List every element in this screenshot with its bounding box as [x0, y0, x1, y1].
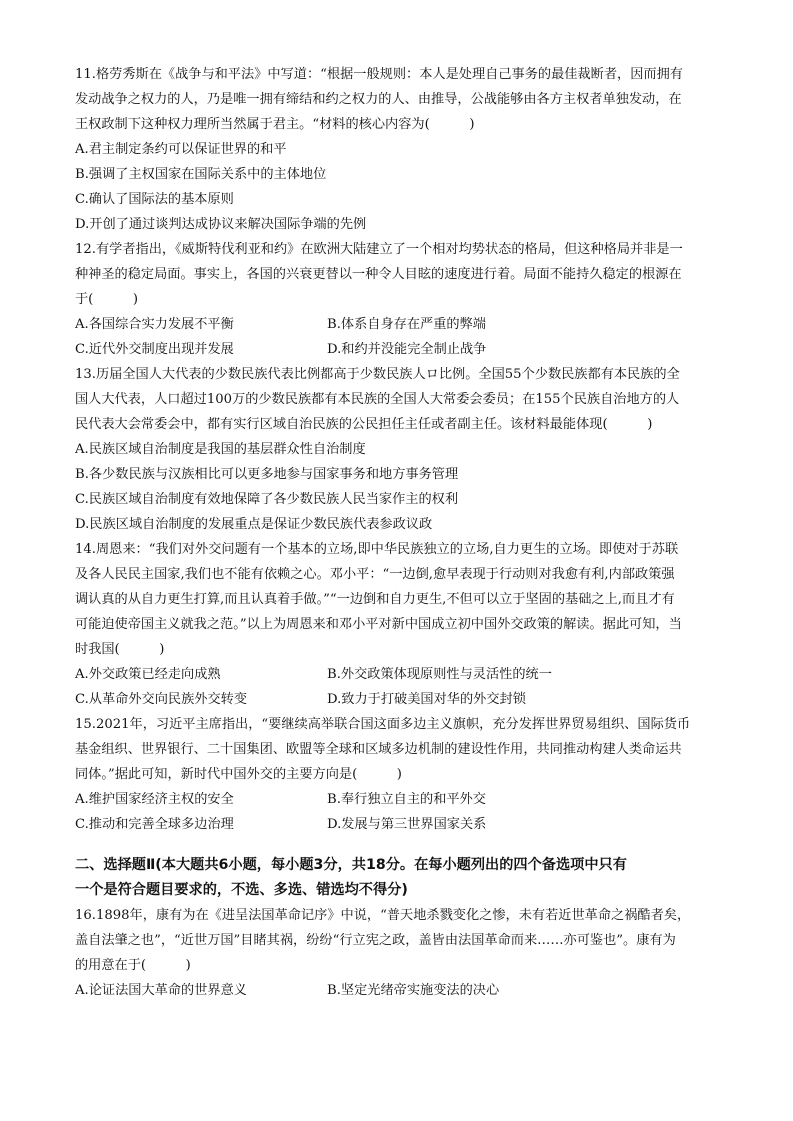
question-text-line: 于( ) [75, 292, 139, 307]
option-c: C.确认了国际法的基本原则 [75, 192, 234, 207]
question-text-line: 同体。”据此可知，新时代中国外交的主要方向是( ) [75, 767, 402, 782]
option-d: D.民族区域自治制度的发展重点是保证少数民族代表参政议政 [75, 517, 433, 532]
question-text-line: 时我国( ) [75, 642, 165, 657]
option-row [75, 812, 727, 837]
option-a: A.民族区域自治制度是我国的基层群众性自治制度 [75, 442, 366, 457]
question-text-line: 王权政制下这种权力理所当然属于君主。“材料的核心内容为( ) [75, 117, 475, 132]
option-b: B.各少数民族与汉族相比可以更多地参与国家事务和地方事务管理 [75, 467, 459, 482]
question-text-line: 16.1898年，康有为在《进呈法国革命记序》中说，“普天地杀戮变化之惨，未有若近世革命之祸酷者矣， [75, 908, 691, 923]
question-16 [75, 903, 727, 1003]
question-14 [75, 537, 727, 712]
option-a: A.各国综合实力发展不平衡 [75, 317, 234, 332]
option-a: A.君主制定条约可以保证世界的和平 [75, 142, 287, 157]
option-c: C.近代外交制度出现并发展 [75, 342, 234, 357]
option-a: A.外交政策已经走向成熟 [75, 667, 221, 682]
page-content [75, 62, 727, 1003]
question-text-line: 基金组织、世界银行、二十国集团、欧盟等全球和区域多边机制的建设性作用，共同推动构建人类命运共 [75, 742, 682, 757]
question-13 [75, 362, 727, 537]
option-b: B.强调了主权国家在国际关系中的主体地位 [75, 167, 327, 182]
option-b: B.外交政策体现原则性与灵活性的统一 [327, 667, 552, 682]
option-row [75, 662, 727, 687]
question-text-line: 11.格劳秀斯在《战争与和平法》中写道：“根据一般规则：本人是处理自己事务的最佳裁断者，因而拥有 [75, 67, 683, 82]
question-text-line: 12.有学者指出，《威斯特伐利亚和约》在欧洲大陆建立了一个相对均势状态的格局，但这种格局并非是一 [75, 242, 683, 257]
option-d: D.致力于打破美国对华的外交封锁 [327, 692, 526, 707]
option-row [75, 787, 727, 812]
option-c: C.从革命外交向民族外交转变 [75, 692, 248, 707]
option-b: B.坚定光绪帝实施变法的决心 [327, 983, 500, 998]
section-heading-line: 一个是符合题目要求的，不选、多选、错选均不得分) [75, 882, 408, 898]
question-text-line: 及各人民民主国家,我们也不能有依赖之心。邓小平：“一边倒,愈早表现于行动则对我愈有利,内部政策强 [75, 567, 675, 582]
section-2-heading [75, 853, 727, 903]
question-text-line: 可能迫使帝国主义就我之范。”以上为周恩来和邓小平对新中国成立初中国外交政策的解读。据此可知，当 [75, 617, 682, 632]
question-text-line: 调认真的从自力更生打算,而且认真着手做。”“一边倒和自力更生,不但可以立于坚固的基础之上,而且才有 [75, 592, 675, 607]
option-b: B.体系自身存在严重的弊端 [327, 317, 486, 332]
option-row [75, 978, 727, 1003]
question-text-line: 民代表大会常委会中，都有实行区域自治民族的公民担任主任或者副主任。该材料最能体现( ) [75, 417, 653, 432]
option-c: C.推动和完善全球多边治理 [75, 817, 234, 832]
option-d: D.和约并没能完全制止战争 [327, 342, 487, 357]
option-row [75, 687, 727, 712]
option-row [75, 312, 727, 337]
question-text-line: 15.2021年，习近平主席指出，“要继续高举联合国这面多边主义旗帜，充分发挥世界贸易组织、国际货币 [75, 717, 691, 732]
question-text-line: 13.历届全国人大代表的少数民族代表比例都高于少数民族人ロ比例。全国55个少数民族都有本民族的全 [75, 367, 680, 382]
option-b: B.奉行独立自主的和平外交 [327, 792, 486, 807]
option-d: D.开创了通过谈判达成协议来解决国际争端的先例 [75, 217, 367, 232]
question-11 [75, 62, 727, 237]
question-text-line: 发动战争之权力的人，乃是唯一拥有缔结和约之权力的人、由推导，公战能够由各方主权者单独发动，在 [75, 92, 682, 107]
option-row [75, 337, 727, 362]
question-text-line: 种神圣的稳定局面。事实上，各国的兴衰更替以一种令人目眩的速度进行着。局面不能持久稳定的根源在 [75, 267, 682, 282]
option-c: C.民族区域自治制度有效地保障了各少数民族人民当家作主的权利 [75, 492, 459, 507]
section-gap [75, 837, 727, 853]
question-text-line: 14.周恩来：“我们对外交问题有一个基本的立场,即中华民族独立的立场,自力更生的立场。即使对于苏联 [75, 542, 679, 557]
question-text-line: 盖自法肇之也”，“近世万国”目睹其祸，纷纷“行立宪之政，盖皆由法国革命而来……亦可鉴也”。康有为 [75, 933, 676, 948]
question-15 [75, 712, 727, 837]
question-text-line: 国人大代表，人口超过100万的少数民族都有本民族的全国人大常委会委员；在155个民族自治地方的人 [75, 392, 680, 407]
option-a: A.论证法国大革命的世界意义 [75, 983, 247, 998]
option-d: D.发展与第三世界国家关系 [327, 817, 487, 832]
question-text-line: 的用意在于( ) [75, 958, 191, 973]
question-12 [75, 237, 727, 362]
option-a: A.维护国家经济主权的安全 [75, 792, 234, 807]
section-heading-line: 二、选择题Ⅱ(本大题共6小题，每小题3分，共18分。在每小题列出的四个备选项中只有 [75, 857, 627, 873]
